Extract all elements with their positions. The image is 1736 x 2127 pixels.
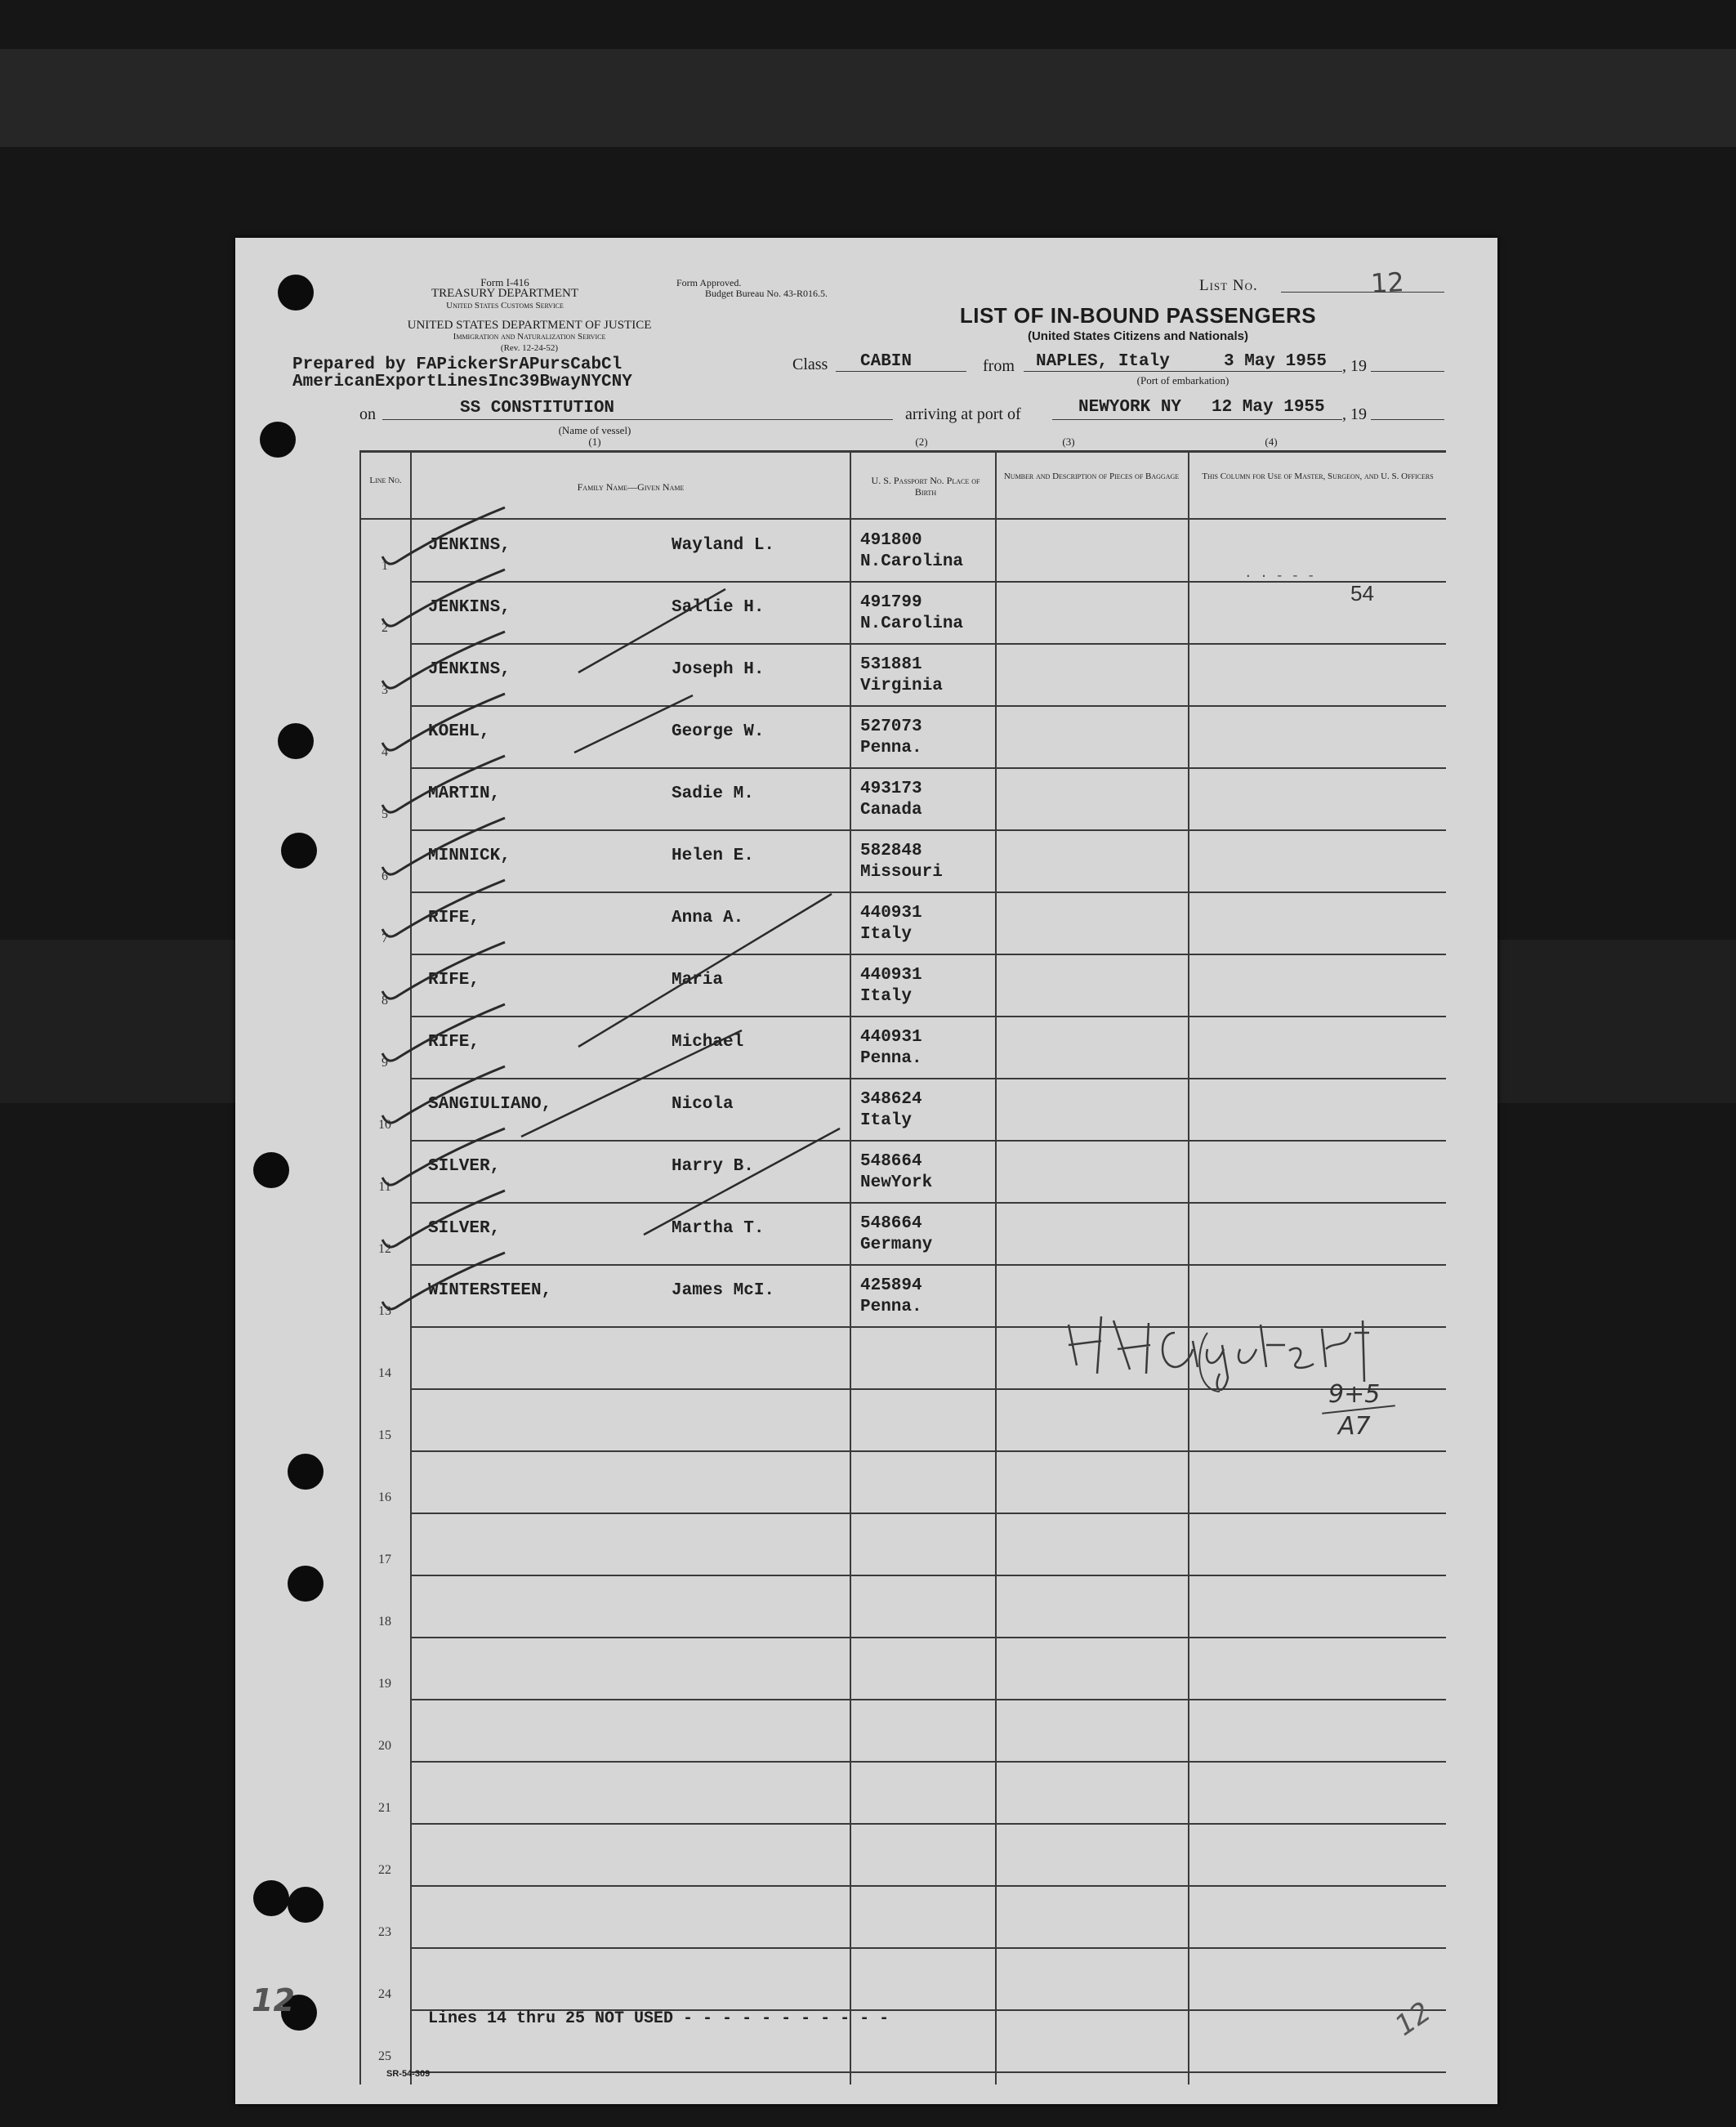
- passport-number: 531881: [860, 655, 922, 674]
- corner-page-number: 12: [1389, 1995, 1437, 2043]
- line-number: 17: [378, 1553, 391, 1566]
- line-number: 10: [378, 1118, 391, 1132]
- place-of-birth: Italy: [860, 1111, 913, 1130]
- line-number: 16: [378, 1490, 391, 1504]
- place-of-birth: Italy: [860, 987, 913, 1006]
- family-name: RIFE,: [428, 971, 480, 990]
- place-of-birth: Penna.: [860, 1049, 922, 1068]
- check-mark: [382, 1004, 505, 1061]
- prepared-organization: AmericanExportLinesInc39BwayNYCNY: [292, 373, 632, 391]
- family-name: MARTIN,: [428, 784, 501, 803]
- check-mark: [382, 1191, 505, 1247]
- given-name: Anna A.: [672, 909, 744, 927]
- family-name: KOEHL,: [428, 722, 490, 741]
- vessel-caption: (Name of vessel): [558, 424, 631, 436]
- line-number: 23: [378, 1925, 391, 1939]
- line-number: 4: [382, 745, 388, 759]
- check-stroke: [644, 1128, 840, 1235]
- form-number: Form I-416: [480, 276, 529, 288]
- line-number: 1: [382, 559, 388, 573]
- arrival-date: 12 May 1955: [1212, 398, 1325, 417]
- family-name: RIFE,: [428, 1033, 480, 1052]
- family-name: JENKINS,: [428, 660, 511, 679]
- check-mark: [382, 1066, 505, 1123]
- form-title: LIST OF IN-BOUND PASSENGERS: [959, 303, 1317, 328]
- given-name: Harry B.: [672, 1157, 754, 1176]
- line-number: 6: [382, 869, 388, 883]
- passport-number: 493173: [860, 780, 922, 798]
- from-label: from: [983, 357, 1015, 375]
- arrival-port: NEWYORK NY: [1078, 398, 1182, 417]
- line-number: 3: [382, 683, 388, 697]
- line-number: 21: [378, 1801, 391, 1815]
- budget-bureau: Budget Bureau No. 43-R016.5.: [705, 288, 828, 299]
- form-approved: Form Approved.: [676, 277, 742, 288]
- family-name: JENKINS,: [428, 536, 511, 555]
- ins-service: Immigration and Naturalization Service: [453, 332, 606, 342]
- scan-band: [0, 49, 1736, 147]
- family-name: SILVER,: [428, 1157, 501, 1176]
- passport-number: 548664: [860, 1152, 922, 1171]
- prepared-by: Prepared by FAPickerSrAPursCabCl: [292, 355, 623, 374]
- vessel-name: SS CONSTITUTION: [460, 399, 615, 418]
- line-number: 24: [378, 1987, 391, 2001]
- given-name: Sadie M.: [672, 784, 754, 803]
- column-header-name: Family Name—Given Name: [577, 481, 685, 493]
- not-used-note: Lines 14 thru 25 NOT USED - - - - - - - - - - -: [428, 2009, 890, 2028]
- given-name: Wayland L.: [672, 536, 775, 555]
- handwritten-fraction-top: 9+5: [1328, 1380, 1381, 1409]
- check-stroke: [578, 894, 832, 1047]
- handwritten-fraction-bottom: A7: [1338, 1412, 1371, 1441]
- passport-number: 491800: [860, 531, 922, 550]
- line-number: 9: [382, 1056, 388, 1070]
- given-name: Michael: [672, 1033, 744, 1052]
- given-name: Maria: [672, 971, 724, 990]
- form-subtitle: (United States Citizens and Nationals): [1027, 329, 1249, 343]
- check-mark: [382, 942, 505, 999]
- check-mark: [382, 570, 505, 626]
- given-name: Nicola: [672, 1095, 734, 1114]
- place-of-birth: Missouri: [860, 863, 943, 882]
- passport-number: 440931: [860, 966, 922, 985]
- passport-number: 348624: [860, 1090, 922, 1109]
- check-mark: [382, 756, 505, 812]
- given-name: George W.: [672, 722, 765, 741]
- line-number: 7: [382, 932, 388, 945]
- place-of-birth: Penna.: [860, 1298, 922, 1316]
- line-number: 14: [378, 1366, 391, 1380]
- margin-page-number: 12: [252, 1982, 295, 2018]
- list-number-handwritten: 12: [1370, 266, 1405, 300]
- line-number: 20: [378, 1739, 391, 1753]
- embarkation-date: 3 May 1955: [1224, 352, 1328, 371]
- passport-number: 548664: [860, 1214, 922, 1233]
- department-of-justice: UNITED STATES DEPARTMENT OF JUSTICE: [407, 319, 652, 332]
- check-stroke: [574, 695, 693, 753]
- family-name: SANGIULIANO,: [428, 1095, 552, 1114]
- arriving-label: arriving at port of: [905, 405, 1021, 423]
- line-number: 11: [378, 1180, 391, 1194]
- line-number: 12: [378, 1242, 391, 1256]
- embarkation-port: NAPLES, Italy: [1036, 352, 1170, 371]
- line-number: 18: [378, 1615, 391, 1629]
- place-of-birth: N.Carolina: [860, 552, 964, 571]
- embarkation-caption: (Port of embarkation): [1136, 374, 1229, 387]
- passport-number: 440931: [860, 904, 922, 923]
- check-mark: [382, 1253, 505, 1309]
- given-name: Martha T.: [672, 1219, 765, 1238]
- column-header-baggage: Number and Description of Pieces of Baggage: [1003, 471, 1180, 481]
- column-header-line-no: Line No.: [369, 476, 402, 485]
- family-name: JENKINS,: [428, 598, 511, 617]
- family-name: RIFE,: [428, 909, 480, 927]
- place-of-birth: Canada: [860, 801, 922, 820]
- officer-marks: · · - - -: [1244, 569, 1315, 583]
- line-number: 2: [382, 621, 388, 635]
- column-number: (2): [915, 436, 928, 448]
- officer-note: 54: [1350, 581, 1374, 605]
- column-number: (4): [1265, 436, 1278, 448]
- form-footer-code: SR-54-309: [386, 2069, 431, 2079]
- year-suffix: , 19: [1342, 405, 1367, 423]
- treasury-department: TREASURY DEPARTMENT: [431, 287, 579, 300]
- column-number: (3): [1062, 436, 1075, 448]
- given-name: James McI.: [672, 1281, 775, 1300]
- place-of-birth: N.Carolina: [860, 614, 964, 633]
- family-name: MINNICK,: [428, 847, 511, 865]
- passport-number: 491799: [860, 593, 922, 612]
- check-marks-overlay: [235, 238, 1497, 2104]
- check-mark: [382, 1128, 505, 1185]
- passport-number: 440931: [860, 1028, 922, 1047]
- check-mark: [382, 632, 505, 688]
- family-name: SILVER,: [428, 1219, 501, 1238]
- given-name: Joseph H.: [672, 660, 765, 679]
- line-number: 13: [378, 1304, 391, 1318]
- line-number: 5: [382, 807, 388, 821]
- column-header-officers: This Column for Use of Master, Surgeon, and U. S. Officers: [1202, 471, 1434, 481]
- class-label: Class: [792, 355, 828, 373]
- passport-number: 582848: [860, 842, 922, 860]
- line-number: 15: [378, 1428, 391, 1442]
- place-of-birth: Penna.: [860, 739, 922, 757]
- family-name: WINTERSTEEN,: [428, 1281, 552, 1300]
- place-of-birth: Italy: [860, 925, 913, 944]
- line-number: 19: [378, 1677, 391, 1691]
- place-of-birth: Virginia: [860, 677, 943, 695]
- place-of-birth: Germany: [860, 1236, 933, 1254]
- place-of-birth: NewYork: [860, 1173, 933, 1192]
- customs-service: United States Customs Service: [446, 301, 564, 311]
- column-number: (1): [588, 436, 601, 448]
- passenger-list-form: [235, 238, 1497, 2104]
- check-mark: [382, 694, 505, 750]
- year-suffix: , 19: [1342, 357, 1367, 375]
- list-no-label: List No.: [1199, 277, 1258, 294]
- line-number: 8: [382, 994, 388, 1008]
- passport-number: 527073: [860, 717, 922, 736]
- check-stroke: [578, 589, 725, 673]
- given-name: Helen E.: [672, 847, 754, 865]
- class-value: CABIN: [860, 352, 913, 371]
- check-stroke: [521, 1030, 742, 1137]
- column-header-passport: U. S. Passport No. Place of Birth: [871, 475, 980, 498]
- line-number: 25: [378, 2049, 391, 2063]
- line-number: 22: [378, 1863, 391, 1877]
- given-name: Sallie H.: [672, 598, 765, 617]
- check-mark: [382, 507, 505, 564]
- passport-number: 425894: [860, 1276, 922, 1295]
- form-revision: (Rev. 12-24-52): [500, 343, 559, 353]
- check-mark: [382, 818, 505, 874]
- check-mark: [382, 880, 505, 936]
- on-label: on: [359, 405, 376, 423]
